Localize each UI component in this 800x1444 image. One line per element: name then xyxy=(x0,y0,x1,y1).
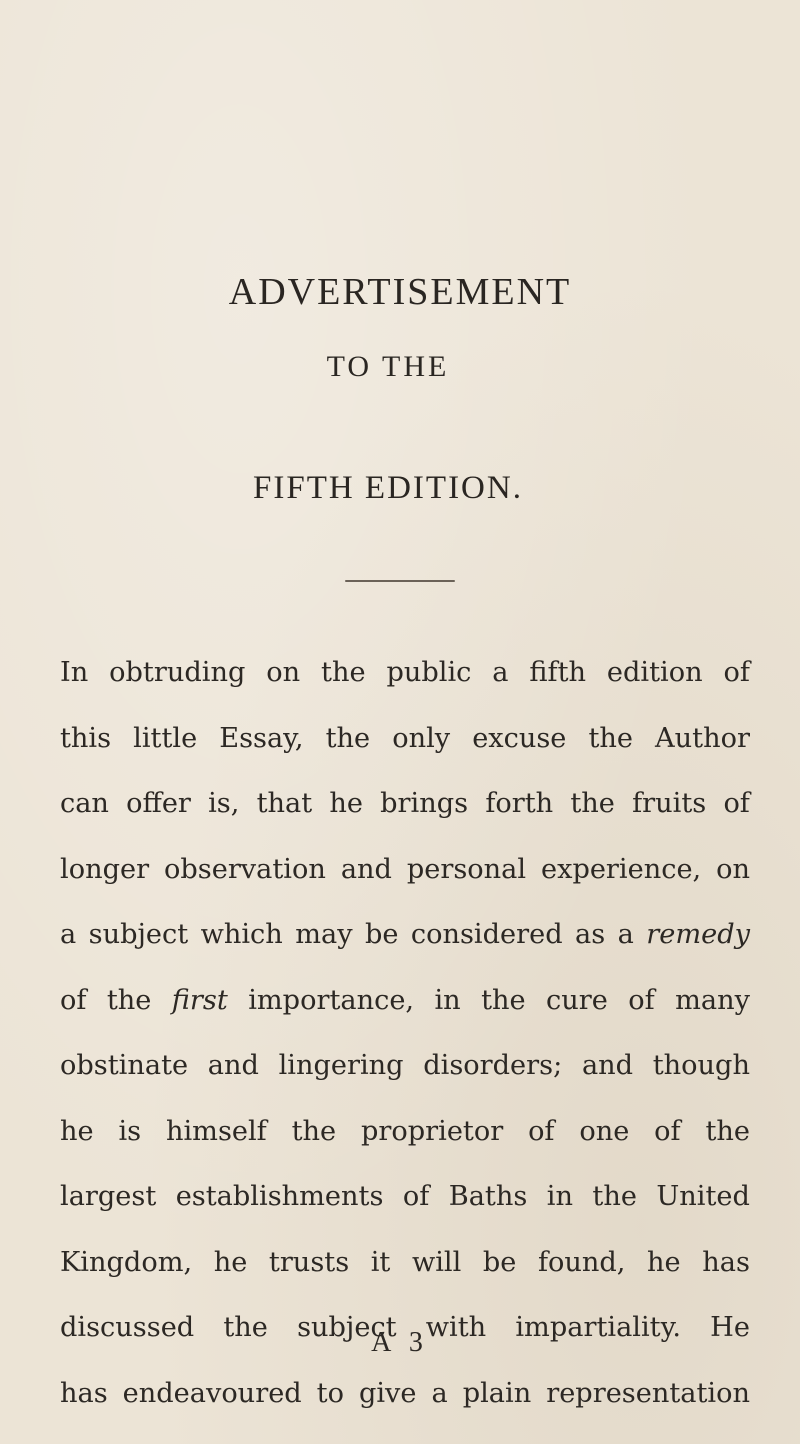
heading-advertisement: ADVERTISEMENT xyxy=(228,271,572,313)
paragraph-line: he is himself the proprietor of one of the xyxy=(60,1115,750,1147)
italic-word: remedy xyxy=(646,919,750,950)
paragraph-line: this little Essay, the only excuse the Author xyxy=(60,722,750,754)
paragraph-line: In obtruding on the public a fifth edition of xyxy=(60,657,750,688)
paragraph-line: obstinate and lingering disorders; and though xyxy=(60,1050,750,1081)
paragraph-line: of the first importance, in the cure of many xyxy=(60,984,750,1016)
paragraph-line: largest establishments of Baths in the United xyxy=(60,1181,750,1212)
signature-mark: A 3 xyxy=(371,1327,429,1358)
heading-to-the: TO THE xyxy=(326,350,450,383)
heading-fifth-edition: FIFTH EDITION. xyxy=(253,470,523,506)
paragraph-line: Kingdom, he trusts it will be found, he has xyxy=(60,1246,750,1278)
paragraph-line: longer observation and personal experience, on xyxy=(60,853,750,885)
section-divider-rule xyxy=(345,580,455,582)
body-paragraph xyxy=(60,640,750,1426)
paragraph-line: has endeavoured to give a plain representation xyxy=(60,1377,750,1409)
paragraph-line: can offer is, that he brings forth the fruits of xyxy=(60,788,750,819)
paragraph-line: discussed the subject with impartiality. He xyxy=(60,1312,750,1343)
paragraph-line: a subject which may be considered as a remedy xyxy=(60,919,750,950)
italic-word: first xyxy=(171,984,228,1016)
